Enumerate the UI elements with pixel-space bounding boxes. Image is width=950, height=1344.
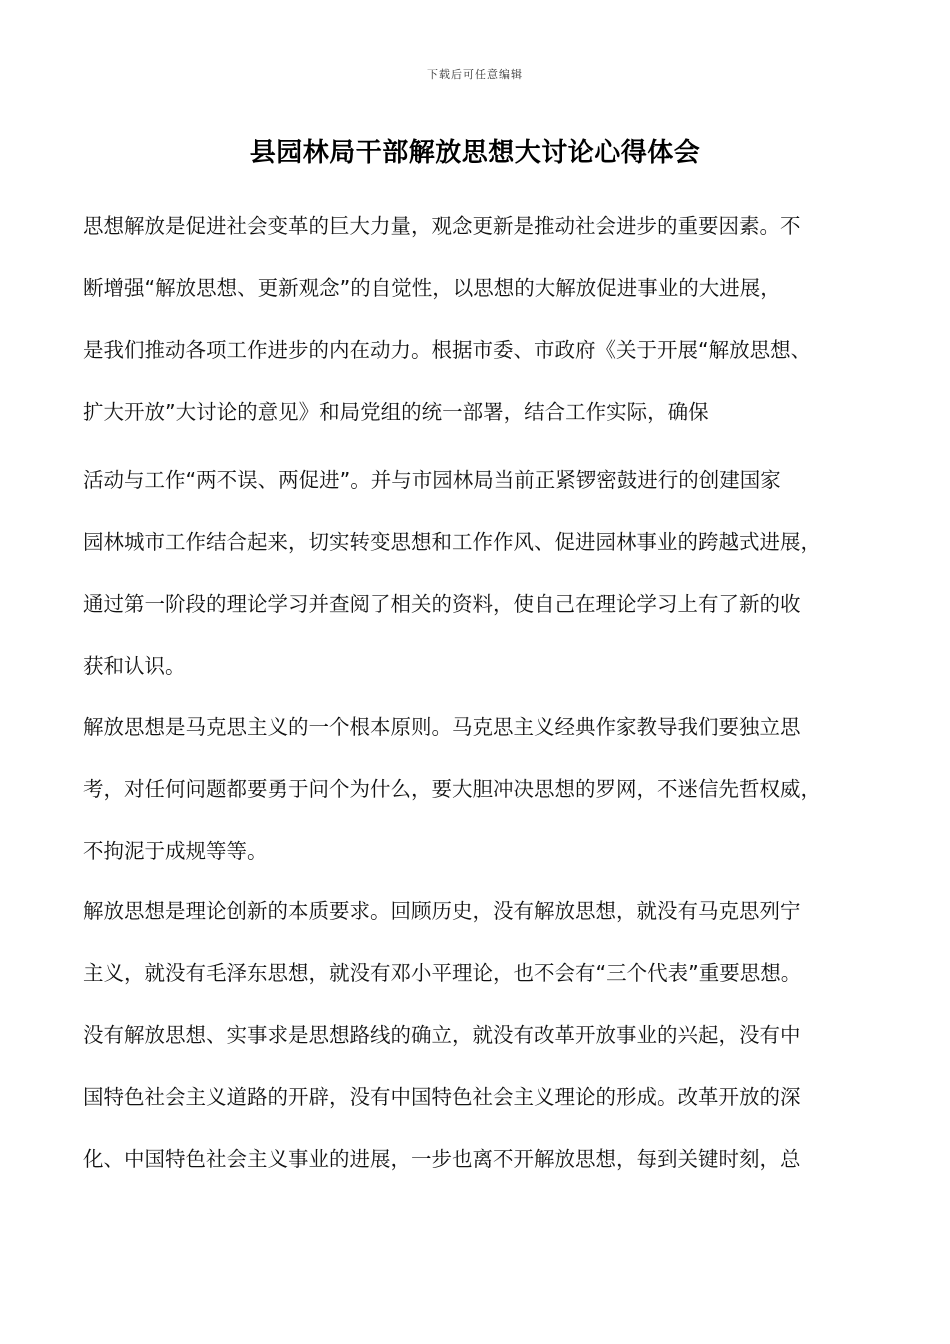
- body-line: 是我们推动各项工作进步的内在动力。根据市委、市政府《关于开展“解放思想、: [83, 338, 812, 362]
- body-line: 主义，就没有毛泽东思想，就没有邓小平理论，也不会有“三个代表”重要思想。: [83, 961, 802, 985]
- body-line: 没有解放思想、实事求是思想路线的确立，就没有改革开放事业的兴起，没有中: [83, 1023, 801, 1047]
- body-line: 解放思想是理论创新的本质要求。回顾历史，没有解放思想，就没有马克思列宁: [83, 899, 801, 923]
- body-line: 扩大开放”大讨论的意见》和局党组的统一部署，结合工作实际，确保: [83, 400, 709, 424]
- body-line: 园林城市工作结合起来，切实转变思想和工作作风、促进园林事业的跨越式进展，: [83, 530, 821, 554]
- body-line: 获和认识。: [83, 654, 186, 678]
- header-note: 下载后可任意编辑: [427, 68, 523, 81]
- body-line: 通过第一阶段的理论学习并查阅了相关的资料，使自己在理论学习上有了新的收: [83, 592, 801, 616]
- body-line: 考，对任何问题都要勇于问个为什么，要大胆冲决思想的罗网，不迷信先哲权威，: [83, 777, 821, 801]
- body-line: 国特色社会主义道路的开辟，没有中国特色社会主义理论的形成。改革开放的深: [83, 1085, 801, 1109]
- body-line: 化、中国特色社会主义事业的进展，一步也离不开解放思想，每到关键时刻，总: [83, 1147, 801, 1171]
- body-line: 活动与工作“两不误、两促进”。并与市园林局当前正紧锣密鼓进行的创建国家: [83, 468, 781, 492]
- body-line: 解放思想是马克思主义的一个根本原则。马克思主义经典作家教导我们要独立思: [83, 715, 801, 739]
- body-line: 断增强“解放思想、更新观念”的自觉性，以思想的大解放促进事业的大进展，: [83, 276, 781, 300]
- document-title: 县园林局干部解放思想大讨论心得体会: [249, 138, 701, 168]
- body-line: 不拘泥于成规等等。: [83, 839, 268, 863]
- body-line: 思想解放是促进社会变革的巨大力量，观念更新是推动社会进步的重要因素。不: [83, 214, 801, 238]
